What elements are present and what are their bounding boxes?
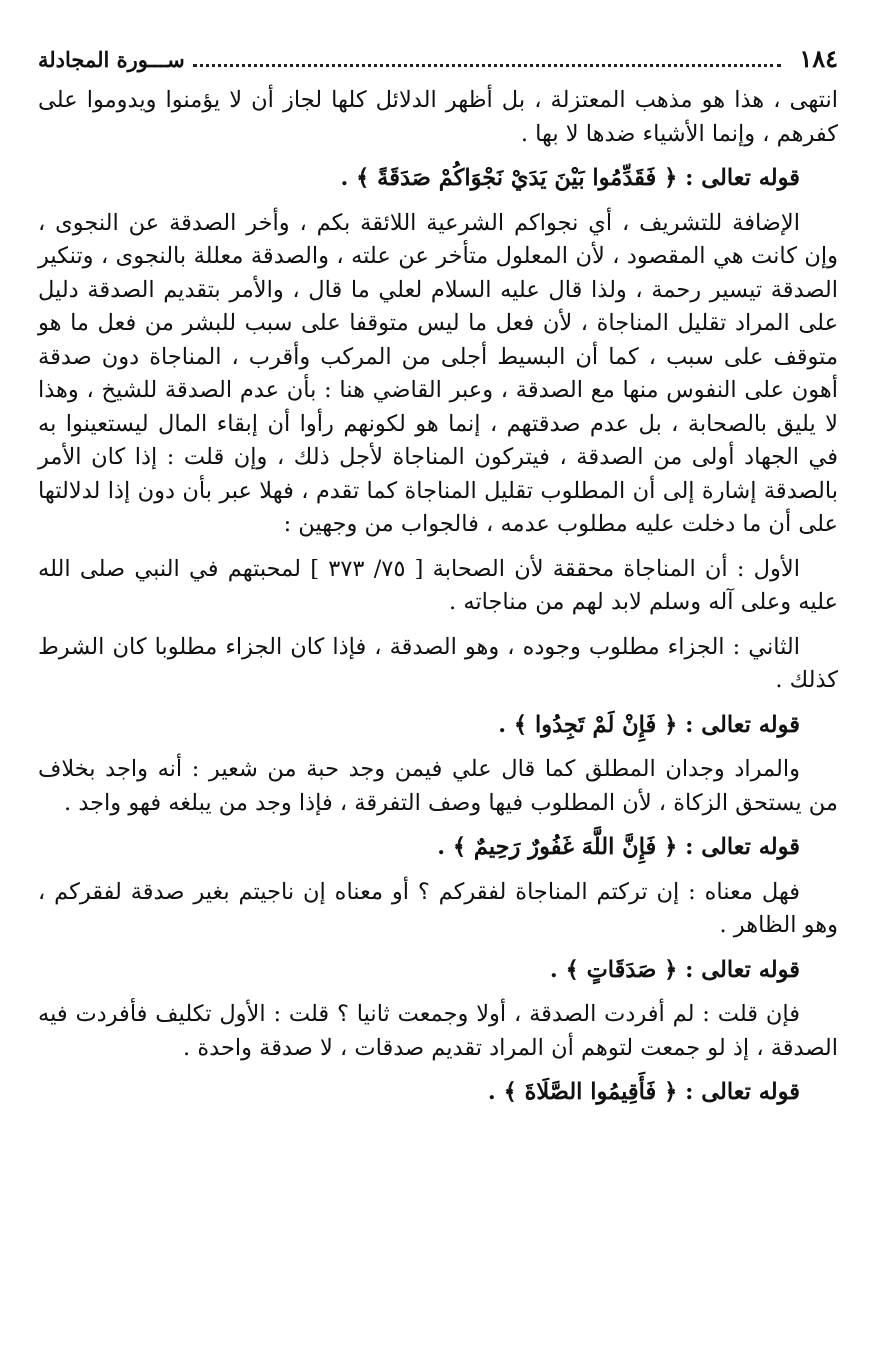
paragraph-1: انتهى ، هذا هو مذهب المعتزلة ، بل أظهر الدلائل كلها لجاز أن لا يؤمنوا ويدوموا على كفرهم ، وإنما الأشياء ضدها لا بها . bbox=[38, 87, 838, 147]
book-page bbox=[38, 44, 838, 1110]
paragraph-7: فإن قلت : لم أفردت الصدقة ، أولا وجمعت ثانيا ؟ قلت : الأول تكليف فأفردت فيه الصدقة ، إذ لو جمعت لتوهم أن المراد تقديم صدقات ، لا صدقة واحدة . bbox=[38, 1001, 838, 1061]
verse-heading-1: قوله تعالى : ﴿ فَقَدِّمُوا بَيْنَ يَدَيْ نَجْوَاكُمْ صَدَقَةً ﴾ . bbox=[340, 165, 800, 191]
paragraph-4: الثاني : الجزاء مطلوب وجوده ، وهو الصدقة ، فإذا كان الجزاء مطلوبا كان الشرط كذلك . bbox=[38, 633, 838, 693]
page-number: ١٨٤ bbox=[799, 44, 838, 73]
header-dotted-leader bbox=[193, 52, 782, 67]
page-body bbox=[38, 84, 838, 1110]
verse-heading-3: قوله تعالى : ﴿ فَإِنَّ اللَّهَ غَفُورٌ رَحِيمٌ ﴾ . bbox=[437, 834, 800, 860]
paragraph-2: الإضافة للتشريف ، أي نجواكم الشرعية اللائقة بكم ، وأخر الصدقة عن النجوى ، وإن كانت هي المقصود ، لأن المعلول متأخر عن علته ، والصدقة معللة بالنجوى ، وتنكير الصدقة تيسير رحمة ، ولذا قال عليه السلام لعلي ما قال ، والأمر بتقديم الصدقة دليل على المراد تقليل المناجاة ، لأن فعل ما ليس متوقفا على سبب للبشر من فعل ما هو متوقف على سبب ، كما أن البسيط أجلى من المركب وأقرب ، المناجاة دون صدقة أهون على النفوس منها مع الصدقة ، وعبر القاضي هنا : بأن عدم الصدقة للشيخ ، وهذا لا يليق بالصحابة ، بل عدم صدقتهم ، إنما هو لكونهم رأوا أن إبقاء المال ليستعينوا به في الجهاد أولى من الصدقة ، فيتركون المناجاة لأجل ذلك ، وإن قلت : إذا كان الأمر بالصدقة إشارة إلى أن المطلوب تقليل المناجاة كما تقدم ، فهلا عبر بأن دون إذا لدلالتها على أن ما دخلت عليه مطلوب عدمه ، فالجواب من وجهين : bbox=[38, 209, 838, 537]
paragraph-3: الأول : أن المناجاة محققة لأن الصحابة [ ٧٥/ ٣٧٣ ] لمحبتهم في النبي صلى الله عليه وعلى آله وسلم لابد لهم من مناجاته . bbox=[38, 555, 838, 615]
paragraph-5: والمراد وجدان المطلق كما قال علي فيمن وجد حبة من شعير : أنه واجد بخلاف من يستحق الزكاة ، لأن المطلوب فيها وصف التفرقة ، فإذا وجد من يبلغه فهو واجد . bbox=[38, 756, 838, 816]
paragraph-6: فهل معناه : إن تركتم المناجاة لفقركم ؟ أو معناه إن ناجيتم بغير صدقة لفقركم ، وهو الظاهر . bbox=[38, 878, 838, 938]
surah-name: ســـورة المجادلة bbox=[38, 47, 185, 72]
page-header bbox=[38, 44, 838, 78]
verse-heading-4: قوله تعالى : ﴿ صَدَقَاتٍ ﴾ . bbox=[549, 956, 800, 983]
verse-heading-5: قوله تعالى : ﴿ فَأَقِيمُوا الصَّلَاةَ ﴾ . bbox=[487, 1079, 800, 1105]
verse-heading-2: قوله تعالى : ﴿ فَإِنْ لَمْ تَجِدُوا ﴾ . bbox=[498, 711, 800, 738]
